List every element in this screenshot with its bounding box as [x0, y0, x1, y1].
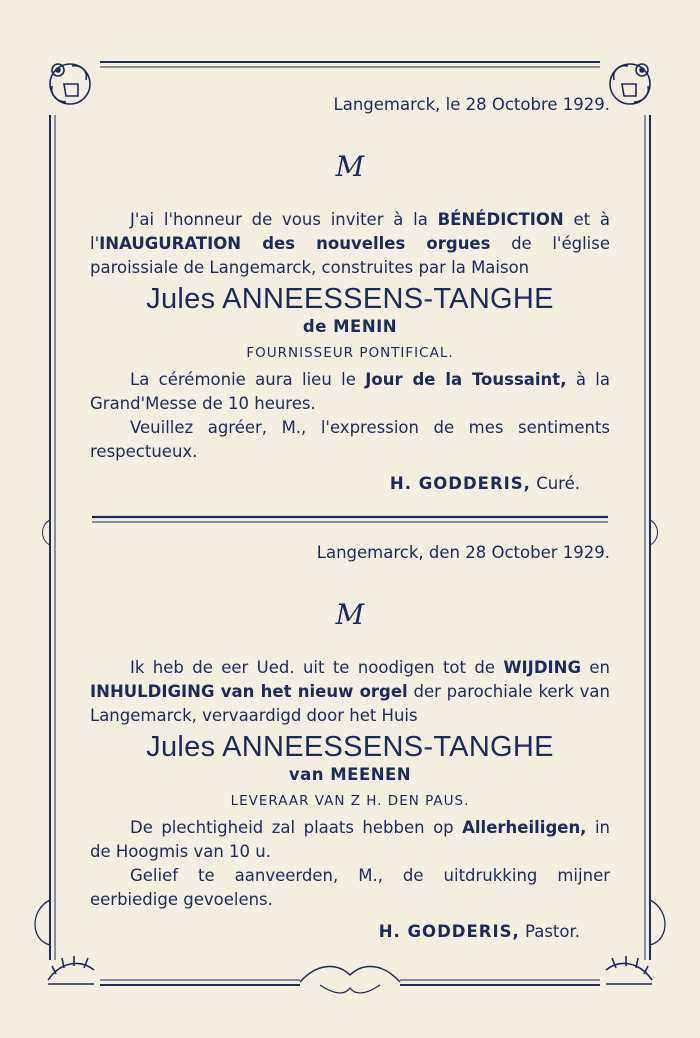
organ-builder-name: Jules ANNEESSENS-TANGHE [146, 731, 554, 763]
text: J'ai l'honneur de vous inviter à la [130, 210, 438, 229]
organ-builder-name: Jules ANNEESSENS-TANGHE [146, 283, 554, 315]
french-invitation [90, 95, 610, 493]
organ-builder-city: van MEENEN [288, 765, 412, 784]
emphasis: INAUGURATION des nouvelles orgues [99, 234, 491, 253]
organ-builder-city: de MENIN [302, 317, 398, 336]
closing-paragraph: Veuillez agréer, M., l'expression de mes sentiments respectueux. [90, 418, 610, 461]
text: à la Grand'Messe de 10 heures. [90, 370, 610, 413]
signature-title: Pastor. [519, 922, 580, 941]
corner-leaf-bottom-right [602, 940, 658, 996]
emphasis: Allerheiligen, [462, 818, 587, 837]
supplier-title: LEVERAAR VAN Z H. DEN PAUS. [230, 793, 470, 809]
signature [90, 474, 610, 493]
signature-title: Curé. [530, 474, 580, 493]
salutation: M [335, 150, 365, 183]
text: in de Hoogmis van 10 u. [90, 818, 610, 861]
text: La cérémonie aura lieu le [130, 370, 366, 389]
ceremony-paragraph [90, 816, 610, 864]
ceremony-paragraph [90, 368, 610, 416]
text: der parochiale kerk van Langemarck, vervaardigd door het Huis [90, 682, 610, 725]
dateline: Langemarck, den 28 October 1929. [316, 543, 610, 562]
dateline: Langemarck, le 28 Octobre 1929. [333, 95, 610, 114]
dutch-invitation [90, 543, 610, 941]
emphasis: Jour de la Toussaint, [365, 370, 567, 389]
emphasis: INHULDIGING van het nieuw orgel [90, 682, 408, 701]
emphasis: WIJDING [503, 658, 582, 677]
emphasis: BÉNÉDICTION [437, 210, 564, 229]
text: de l'église paroissiale de Langemarck, construites par la Maison [90, 234, 610, 277]
signature [90, 922, 610, 941]
salutation: M [335, 598, 365, 631]
closing-paragraph: Gelief te aanveerden, M., de uitdrukking mijner eerbiedige gevoelens. [90, 866, 610, 909]
invitation-paragraph [90, 208, 610, 280]
supplier-title: FOURNISSEUR PONTIFICAL. [246, 345, 454, 361]
signature-name: H. GODDERIS, [378, 922, 520, 941]
corner-flower-top-right [602, 56, 658, 112]
text: en [581, 658, 610, 677]
invitation-paragraph [90, 656, 610, 728]
text: De plechtigheid zal plaats hebben op [130, 818, 463, 837]
signature-name: H. GODDERIS, [389, 474, 531, 493]
text: Ik heb de eer Ued. uit te noodigen tot de [130, 658, 504, 677]
corner-leaf-bottom-left [42, 940, 98, 996]
text: et à l' [90, 210, 610, 253]
